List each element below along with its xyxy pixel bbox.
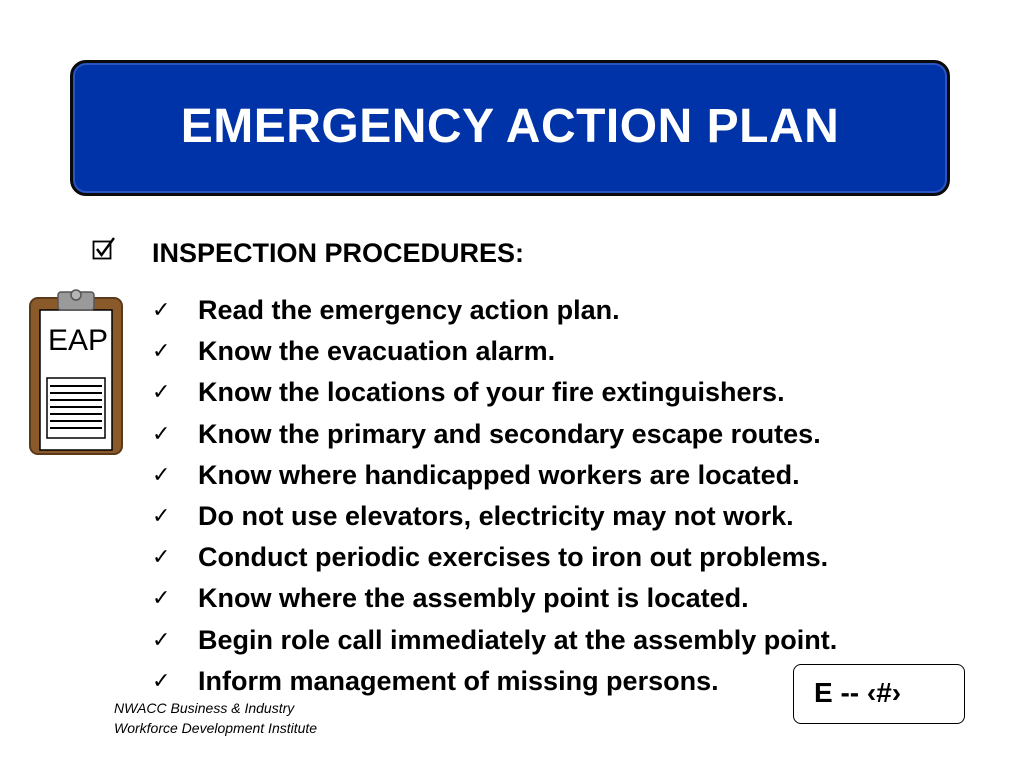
list-item-text: Inform management of missing persons.: [198, 665, 719, 696]
procedure-list: [152, 290, 972, 702]
list-item-text: Begin role call immediately at the assembly point.: [198, 624, 838, 655]
check-mark-icon: ✓: [152, 298, 171, 324]
list-item: [152, 414, 972, 455]
list-item: [152, 331, 972, 372]
section-heading: INSPECTION PROCEDURES:: [152, 238, 525, 268]
footer-credit: [114, 698, 317, 738]
check-mark-icon: ✓: [152, 339, 171, 365]
check-mark-icon: ✓: [152, 462, 171, 488]
list-item-text: Know the primary and secondary escape routes.: [198, 418, 821, 449]
list-item: [152, 290, 972, 331]
check-mark-icon: ✓: [152, 545, 171, 571]
slide-title: EMERGENCY ACTION PLAN: [180, 99, 840, 153]
page-number-box: [793, 664, 965, 724]
list-item: [152, 455, 972, 496]
list-item-text: Know where handicapped workers are located.: [198, 459, 800, 490]
list-item: [152, 372, 972, 413]
check-mark-icon: ✓: [152, 668, 171, 694]
title-banner: [70, 60, 950, 196]
list-item-text: Know where the assembly point is located.: [198, 583, 749, 614]
list-item-text: Know the locations of your fire extinguishers.: [198, 377, 785, 408]
check-mark-icon: ✓: [152, 380, 171, 406]
list-item-text: Know the evacuation alarm.: [198, 336, 556, 367]
page-number: E -- ‹#›: [814, 677, 902, 708]
clipboard-label: EAP: [47, 324, 109, 357]
list-item: [152, 496, 972, 537]
footer-line-1: NWACC Business & Industry: [114, 700, 295, 716]
checked-box-icon: [92, 236, 116, 260]
list-item-text: Do not use elevators, electricity may not work.: [198, 501, 794, 532]
clipboard-icon: [28, 288, 124, 456]
check-mark-icon: ✓: [152, 586, 171, 612]
check-mark-icon: ✓: [152, 504, 171, 530]
footer-line-2: Workforce Development Institute: [114, 720, 318, 736]
check-mark-icon: ✓: [152, 421, 171, 447]
list-item-text: Read the emergency action plan.: [198, 295, 620, 326]
list-item: [152, 620, 972, 661]
list-item: [152, 537, 972, 578]
list-item: [152, 578, 972, 619]
list-item-text: Conduct periodic exercises to iron out problems.: [198, 542, 829, 573]
check-mark-icon: ✓: [152, 627, 171, 653]
